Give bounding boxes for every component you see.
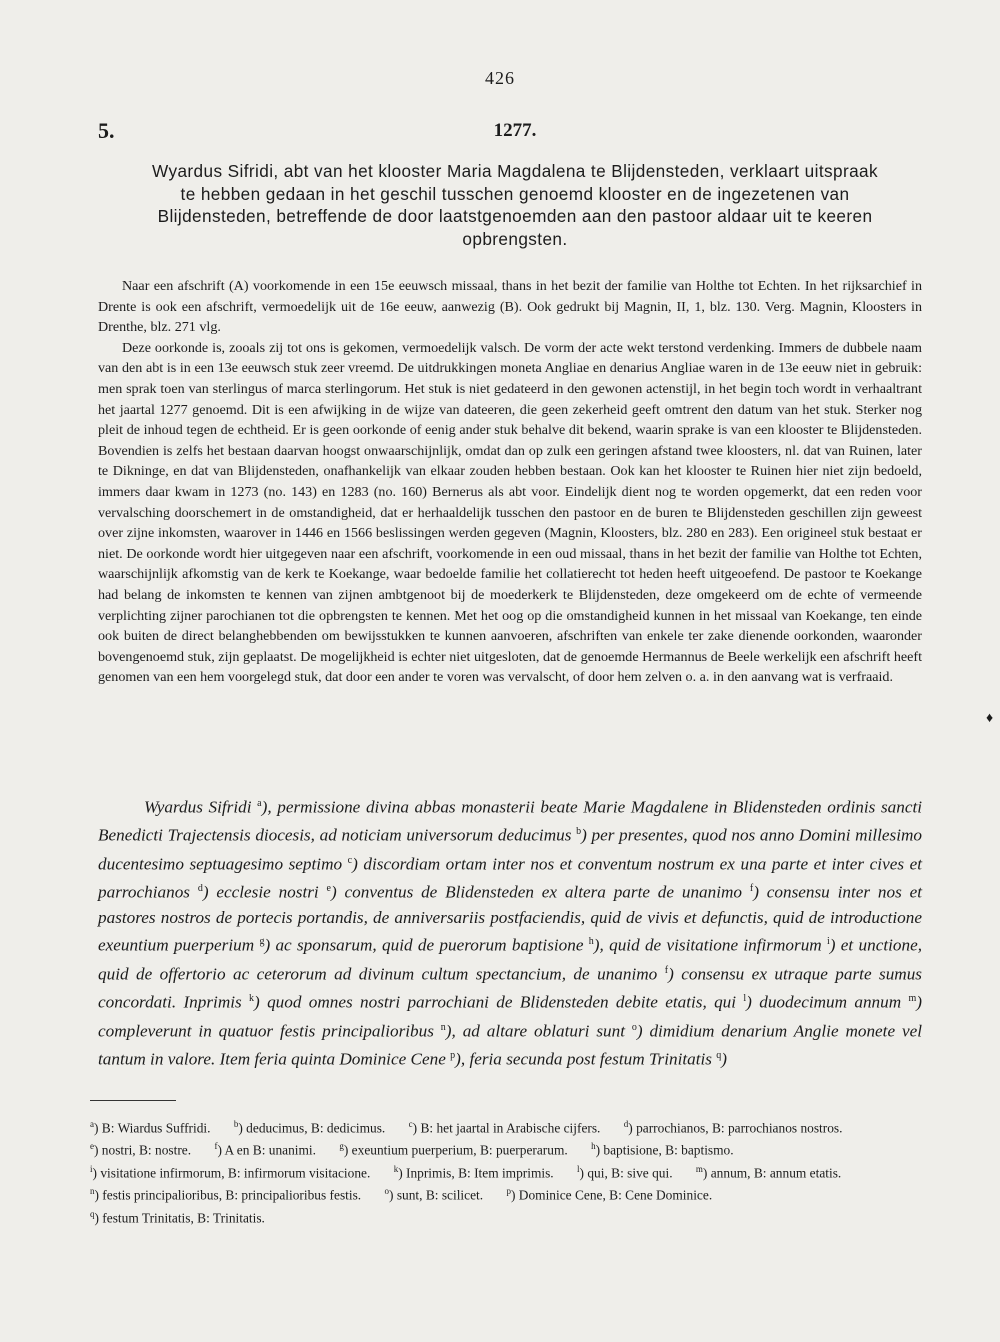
intro-paragraph: Deze oorkonde is, zooals zij tot ons is gekomen, vermoedelijk valsch. De vorm der acte wekt terstond verdenking. Immers de dubbele naam van den abt is in een 13e eeuwsch stuk zeer vreemd. De uitdrukkingen moneta Angliae en denarius Angliae waren in de 13e eeuw niet in gebruik: men sprak toen van sterlingus of marca sterlingorum. Het stuk is niet gedateerd in den gewonen actenstijl, in het begin toch wordt in verhaaltrant het jaartal 1277 genoemd. Dit is een afwijking in de wijze van dateeren, die geen zekerheid geeft omtrent den datum van het stuk. Sterker nog pleit de inhoud tegen de echtheid. Er is geen oorkonde of eenig ander stuk behalve dit bekend, waarin sprake is van een klooster te Blijdensteden. Bovendien is zelfs het bestaan daarvan hoogst onwaarschijnlijk, omdat dan op zulk een geringen afstand twee kloosters, nl. dat van Ruinen, later te Dikninge, en dat van Blijdensteden, onafhankelijk van elkaar zouden hebben bestaan. Ook kan het klooster te Ruinen hier niet zijn bedoeld, immers daar kwam in 1273 (no. 143) en 1283 (no. 160) Bernerus als abt voor. Eindelijk dient nog te worden opgemerkt, dat een reden voor vervalsching doorschemert in de omstandigheid, dat er herhaaldelijk tusschen den pastoor en de buren te Blijdensteden geschillen zijn geweest over zijne inkomsten, waarover in 1446 en 1566 beslissingen werden gegeven (Magnin, Kloosters, blz. 280 en 283). Een origineel stuk bestaat er niet. De oorkonde wordt hier uitgegeven naar een afschrift, voorkomende in een oud missaal, thans in het bezit der familie van Holthe tot Echten, waarschijnlijk afkomstig van de kerk te Koekange, waar bedoelde familie het collatierecht tot heden heeft uitgeoefend. De pastoor te Koekange had belang de inkomsten te kennen van zijnen ambtgenoot bij de moederkerk te Blijdensteden, deze omgekeerd om de echte of vermeende verplichting zijner parochianen tot die opbrengsten te kennen. Met het oog op die omstandigheid kunnen in het missaal van Koekange, ten einde ook buiten de direct belanghebbenden om bewijsstukken te kunnen aanvoeren, afschriften van enkele ter zake dienende oorkonden, waaronder bovengenoemd stuk, zijn geplaatst. De mogelijkheid is echter niet uitgesloten, dat de genoemde Hermannus de Beele werkelijk een afschrift heeft genomen van een hem voorgelegd stuk, dat door een ander te voren was vervalscht, of door hem zelven o. a. in den aanvang wat is verfraaid. bbox=[98, 339, 922, 686]
footnote-text: ) festum Trinitatis, B: Trinitatis. bbox=[94, 1210, 265, 1226]
footnote-text: ) Dominice Cene, B: Cene Dominice. bbox=[510, 1187, 713, 1203]
latin-text-segment: ) consensu ex utraque parte sumus concordati. Inprimis bbox=[98, 964, 922, 1013]
latin-text-segment: ) conventus de Blidensteden ex altera parte de unanimo bbox=[330, 883, 750, 903]
margin-mark: ♦ bbox=[986, 711, 994, 726]
latin-text-segment: ), quid de visitatione infirmorum bbox=[593, 936, 827, 956]
footnote bbox=[90, 1160, 370, 1182]
footnote-reference: f bbox=[749, 883, 754, 895]
footnote-mark: o bbox=[384, 1186, 390, 1197]
footnote-mark: q bbox=[90, 1208, 95, 1219]
latin-text-segment: ) quod omnes nostri parrochiani de Blidensteden debite etatis, qui bbox=[254, 993, 744, 1013]
document-number: 5. bbox=[98, 118, 115, 143]
footnote-reference: l bbox=[743, 993, 747, 1005]
footnote-text: ) annum, B: annum etatis. bbox=[702, 1165, 842, 1181]
footnote-reference: e bbox=[326, 883, 331, 895]
footnote-text: ) A en B: unanimi. bbox=[217, 1142, 317, 1158]
intro-paragraph: Naar een afschrift (A) voorkomende in een 15e eeuwsch missaal, thans in het bezit der familie van Holthe tot Echten. In het rijksarchief in Drente is ook een afschrift, vermoedelijk uit de 16e eeuw, aanwezig (B). Ook gedrukt bij Magnin, II, 1, blz. 130. Verg. Magnin, Kloosters in Drenthe, blz. 271 vlg. bbox=[98, 278, 922, 336]
footnote-text: ) qui, B: sive qui. bbox=[579, 1165, 673, 1181]
footnote bbox=[214, 1137, 316, 1159]
introduction-text bbox=[98, 276, 922, 688]
footnote-reference: d bbox=[197, 883, 203, 895]
footnote-reference: g bbox=[259, 936, 265, 948]
footnote bbox=[90, 1115, 211, 1137]
latin-text-segment: ) per presentes, quod nos anno Domini millesimo ducentesimo septuagesimo septimo bbox=[98, 826, 923, 874]
footnote-reference: n bbox=[440, 1021, 446, 1033]
footnote-text: ) B: het jaartal in Arabische cijfers. bbox=[412, 1120, 601, 1136]
footnote-reference: b bbox=[576, 826, 582, 838]
footnote bbox=[90, 1137, 191, 1159]
footnote-mark: m bbox=[695, 1163, 703, 1174]
footnote-text: ) festis principalioribus, B: principalioribus festis. bbox=[94, 1187, 362, 1203]
footnote-text: ) sunt, B: scilicet. bbox=[389, 1187, 484, 1203]
footnote-text: ) Inprimis, B: Item imprimis. bbox=[398, 1165, 554, 1181]
footnote-mark: n bbox=[90, 1186, 95, 1197]
footnote-mark: b bbox=[233, 1119, 239, 1129]
footnote-reference: k bbox=[249, 993, 255, 1005]
footnote-text: ) parrochianos, B: parrochianos nostros. bbox=[628, 1120, 843, 1136]
latin-text-segment: ) duodecimum annum bbox=[746, 993, 909, 1013]
latin-text-segment: ) compleverunt in quatuor festis principalioribus bbox=[98, 993, 922, 1041]
page-number: 426 bbox=[485, 68, 515, 88]
footnote-text: ) exeuntium puerperium, B: puerperarum. bbox=[343, 1142, 568, 1158]
footnote-reference: a bbox=[257, 798, 262, 809]
latin-text-segment: ) ac sponsarum, quid de puerorum baptisione bbox=[264, 936, 589, 956]
footnote-mark: i bbox=[90, 1163, 93, 1174]
footnote-text: ) visitatione infirmorum, B: infirmorum visitacione. bbox=[92, 1165, 371, 1181]
footnote-mark: h bbox=[591, 1141, 596, 1152]
footnote-mark: l bbox=[577, 1163, 580, 1174]
latin-text-segment: ) et unctione, quid de offertorio ac ceterorum ad divinum cultum spectancium, de unanimo bbox=[98, 936, 922, 984]
footnote-mark: f bbox=[214, 1141, 218, 1152]
footnote-reference: p bbox=[450, 1050, 456, 1062]
footnote-divider bbox=[90, 1100, 176, 1101]
footnote-mark: g bbox=[339, 1141, 344, 1152]
footnote-reference: f bbox=[664, 964, 669, 976]
footnote-reference: c bbox=[347, 854, 353, 866]
footnote-text: ) nostri, B: nostre. bbox=[94, 1142, 192, 1158]
footnote bbox=[696, 1160, 841, 1182]
footnote bbox=[90, 1205, 265, 1227]
footnote-text: ) B: Wiardus Suffridi. bbox=[94, 1120, 211, 1136]
footnote bbox=[394, 1160, 554, 1182]
footnote bbox=[90, 1182, 361, 1204]
footnote-mark: c bbox=[408, 1119, 413, 1129]
footnote-mark: d bbox=[623, 1119, 629, 1129]
latin-text-segment: ), ad altare oblaturi sunt bbox=[445, 1021, 632, 1041]
footnote bbox=[409, 1115, 601, 1137]
footnote bbox=[385, 1182, 484, 1204]
footnote bbox=[234, 1115, 385, 1137]
footnote bbox=[591, 1137, 734, 1159]
footnotes bbox=[90, 1115, 922, 1227]
document-year: 1277. bbox=[493, 120, 537, 141]
latin-text-segment: ), feria secunda post festum Trinitatis bbox=[455, 1049, 717, 1069]
footnote-reference: o bbox=[631, 1021, 637, 1033]
latin-text-segment: ) consensu inter nos et pastores nostros de portecis portandis, de anniversariis postfaciendis, quid de vivis et defunctis, quid de introductione exeuntium puerperium bbox=[98, 883, 922, 956]
footnote bbox=[577, 1160, 673, 1182]
latin-charter-text bbox=[98, 792, 922, 1073]
footnote-mark: a bbox=[90, 1119, 94, 1129]
footnote-text: ) baptisione, B: baptismo. bbox=[595, 1142, 734, 1158]
footnote bbox=[506, 1182, 712, 1204]
footnote bbox=[624, 1115, 843, 1137]
footnote-mark: e bbox=[90, 1141, 94, 1152]
footnote-reference: q bbox=[716, 1050, 722, 1062]
footnote-reference: i bbox=[827, 936, 830, 948]
footnote-reference: h bbox=[588, 936, 594, 948]
latin-text-segment: Wyardus Sifridi bbox=[144, 797, 258, 817]
latin-text-segment: ) bbox=[721, 1049, 728, 1069]
latin-text-segment: ) dimidium denarium Anglie monete vel tantum in valore. Item feria quinta Dominice Cene bbox=[98, 1021, 922, 1069]
latin-text-segment: ) discordiam ortam inter nos et conventum nostrum ex una parte et inter cives et parrochianos bbox=[98, 854, 923, 903]
latin-text-segment: ) ecclesie nostri bbox=[202, 883, 327, 903]
latin-text-segment: ), permissione divina abbas monasterii beate Marie Magdalene in Blidensteden ordinis sancti Benedicti Trajectensis diocesis, ad noticiam universorum deducimus bbox=[98, 797, 922, 846]
footnote-mark: k bbox=[393, 1163, 399, 1174]
footnote-reference: m bbox=[908, 993, 917, 1005]
footnote-text: ) deducimus, B: dedicimus. bbox=[238, 1120, 386, 1136]
footnote bbox=[339, 1137, 567, 1159]
footnote-mark: p bbox=[506, 1186, 511, 1197]
regest-summary: Wyardus Sifridi, abt van het klooster Maria Magdalena te Blijdensteden, verklaart uitspraak te hebben gedaan in het geschil tusschen genoemd klooster en de ingezetenen van Blijdensteden, betreffende de door laatstgenoemden aan den pastoor aldaar uit te keeren opbrengsten. bbox=[152, 161, 878, 249]
